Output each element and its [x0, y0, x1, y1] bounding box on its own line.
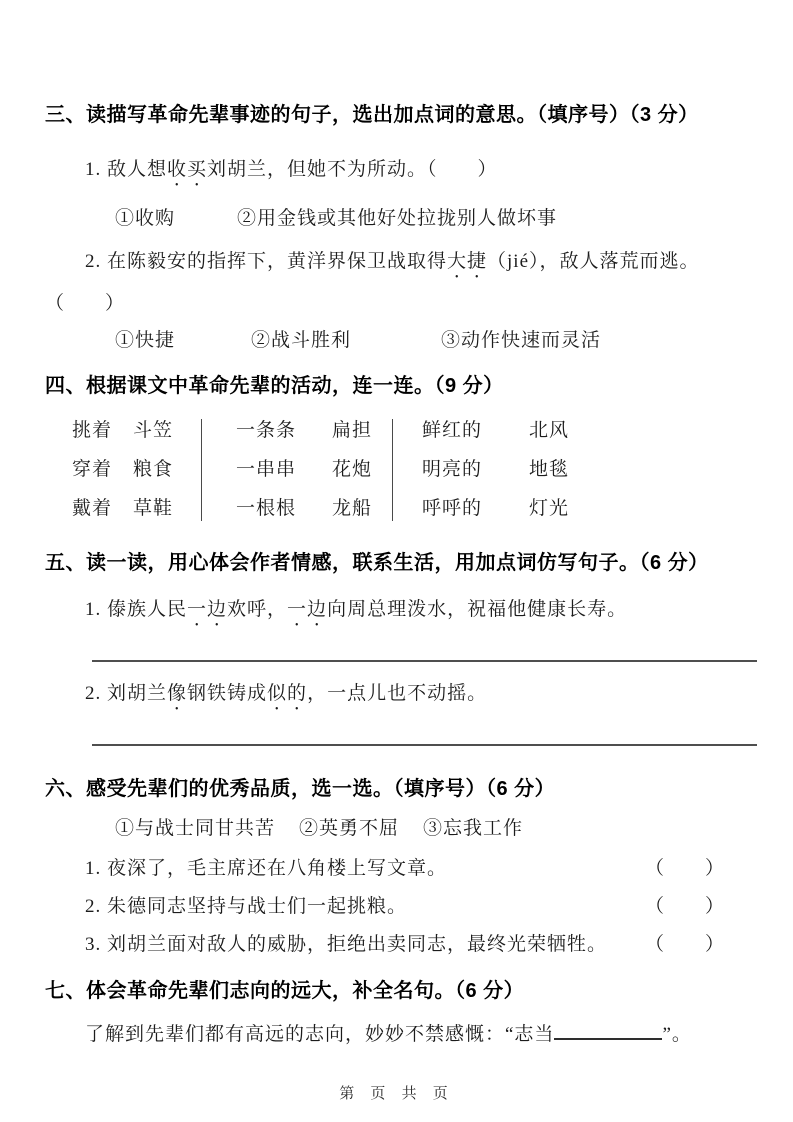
match-left: 鲜红的 — [422, 420, 483, 441]
q2-option-1: ①快捷 — [115, 330, 176, 351]
section3-heading: 三、读描写革命先辈事迹的句子，选出加点词的意思。（填序号）（3 分） — [45, 104, 699, 126]
section6-item-3 — [85, 931, 757, 959]
q2-text-post: （jié），敌人落荒而逃。 — [487, 251, 700, 272]
match-right: 斗笠 — [133, 420, 174, 441]
section3-question1 — [85, 156, 757, 191]
match-row — [422, 417, 569, 445]
match-row — [236, 456, 372, 484]
section5-sentence2 — [85, 680, 757, 715]
section6-options — [115, 815, 757, 843]
answer-line-1 — [92, 660, 757, 662]
s6-item-text: 3. 刘胡兰面对敌人的威胁，拒绝出卖同志，最终光荣牺牲。 — [85, 934, 608, 955]
section6-item-2 — [85, 893, 757, 921]
s5q1-seg: 向周总理泼水，祝福他健康长寿。 — [327, 599, 628, 620]
match-group-1 — [72, 417, 201, 523]
s5q1-seg: 欢呼， — [227, 599, 288, 620]
s5q2-emphasized: 似的 — [267, 683, 308, 704]
s6-option-1: ①与战士同甘共苦 — [115, 818, 276, 839]
q1-option-1: ①收购 — [115, 208, 176, 229]
match-right: 草鞋 — [133, 498, 174, 519]
match-row — [72, 495, 173, 523]
match-left: 明亮的 — [422, 459, 483, 480]
q1-text-post: 刘胡兰，但她不为所动。（ ） — [207, 159, 498, 180]
page-footer: 第 页 共 页 — [339, 1085, 454, 1102]
match-left: 一根根 — [236, 498, 297, 519]
s6-option-2: ②英勇不屈 — [299, 818, 400, 839]
match-group-2 — [202, 417, 392, 523]
q2-option-3: ③动作快速而灵活 — [441, 330, 602, 351]
s5q1-seg: 1. 傣族人民 — [85, 599, 188, 620]
s6-option-3: ③忘我工作 — [423, 818, 524, 839]
match-left: 呼呼的 — [422, 498, 483, 519]
section6-heading: 六、感受先辈们的优秀品质，选一选。（填序号）（6 分） — [45, 778, 556, 800]
match-right: 龙船 — [332, 498, 373, 519]
s5q1-emphasized: 一边 — [287, 599, 328, 620]
match-row — [236, 495, 372, 523]
section7-heading: 七、体会革命先辈们志向的远大，补全名句。（6 分） — [45, 980, 525, 1002]
section5-heading: 五、读一读，用心体会作者情感，联系生活，用加点词仿写句子。（6 分） — [45, 552, 709, 574]
s5q1-emphasized: 一边 — [187, 599, 228, 620]
match-row — [72, 417, 173, 445]
answer-bracket: （ ） — [645, 858, 726, 879]
section3-q2-options — [115, 327, 757, 355]
s7-text-pre: 了解到先辈们都有高远的志向，妙妙不禁感慨：“志当 — [85, 1024, 555, 1045]
section5-sentence1 — [85, 596, 757, 631]
answer-bracket: （ ） — [645, 934, 726, 955]
q2-text-pre: 2. 在陈毅安的指挥下，黄洋界保卫战取得 — [85, 251, 448, 272]
match-group-3 — [393, 417, 569, 523]
s5q2-seg: 钢铁铸成 — [187, 683, 268, 704]
section3-question2 — [85, 248, 757, 283]
section4-heading: 四、根据课文中革命先辈的活动，连一连。（9 分） — [45, 375, 504, 397]
s5q2-seg: 2. 刘胡兰 — [85, 683, 168, 704]
q1-option-2: ②用金钱或其他好处拉拢别人做坏事 — [237, 208, 558, 229]
match-right: 花炮 — [332, 459, 373, 480]
s6-item-text: 1. 夜深了，毛主席还在八角楼上写文章。 — [85, 858, 448, 879]
section7-sentence — [85, 1020, 757, 1049]
q1-emphasized-word: 收买 — [167, 159, 208, 180]
match-left: 挑着 — [72, 420, 113, 441]
s7-text-post: ”。 — [662, 1024, 692, 1045]
match-row — [422, 495, 569, 523]
match-right: 地毯 — [529, 459, 570, 480]
match-row — [422, 456, 569, 484]
s5q2-emphasized: 像 — [167, 683, 188, 704]
s5q2-seg: ，一点儿也不动摇。 — [307, 683, 488, 704]
answer-bracket: （ ） — [645, 896, 726, 917]
match-left: 戴着 — [72, 498, 113, 519]
q2-answer-bracket: （ ） — [45, 293, 126, 314]
q2-option-2: ②战斗胜利 — [251, 330, 352, 351]
q2-emphasized-word: 大捷 — [447, 251, 488, 272]
match-row — [72, 456, 173, 484]
match-right: 扁担 — [332, 420, 373, 441]
match-right: 北风 — [529, 420, 570, 441]
s6-item-text: 2. 朱德同志坚持与战士们一起挑粮。 — [85, 896, 408, 917]
match-right: 灯光 — [529, 498, 570, 519]
section6-item-1 — [85, 855, 757, 883]
answer-line-2 — [92, 744, 757, 746]
match-left: 一串串 — [236, 459, 297, 480]
match-row — [236, 417, 372, 445]
match-right: 粮食 — [133, 459, 174, 480]
match-left: 穿着 — [72, 459, 113, 480]
fill-in-blank — [554, 1020, 662, 1040]
matching-exercise — [72, 417, 757, 523]
section3-q1-options — [115, 205, 757, 233]
match-left: 一条条 — [236, 420, 297, 441]
q1-text-pre: 1. 敌人想 — [85, 159, 168, 180]
